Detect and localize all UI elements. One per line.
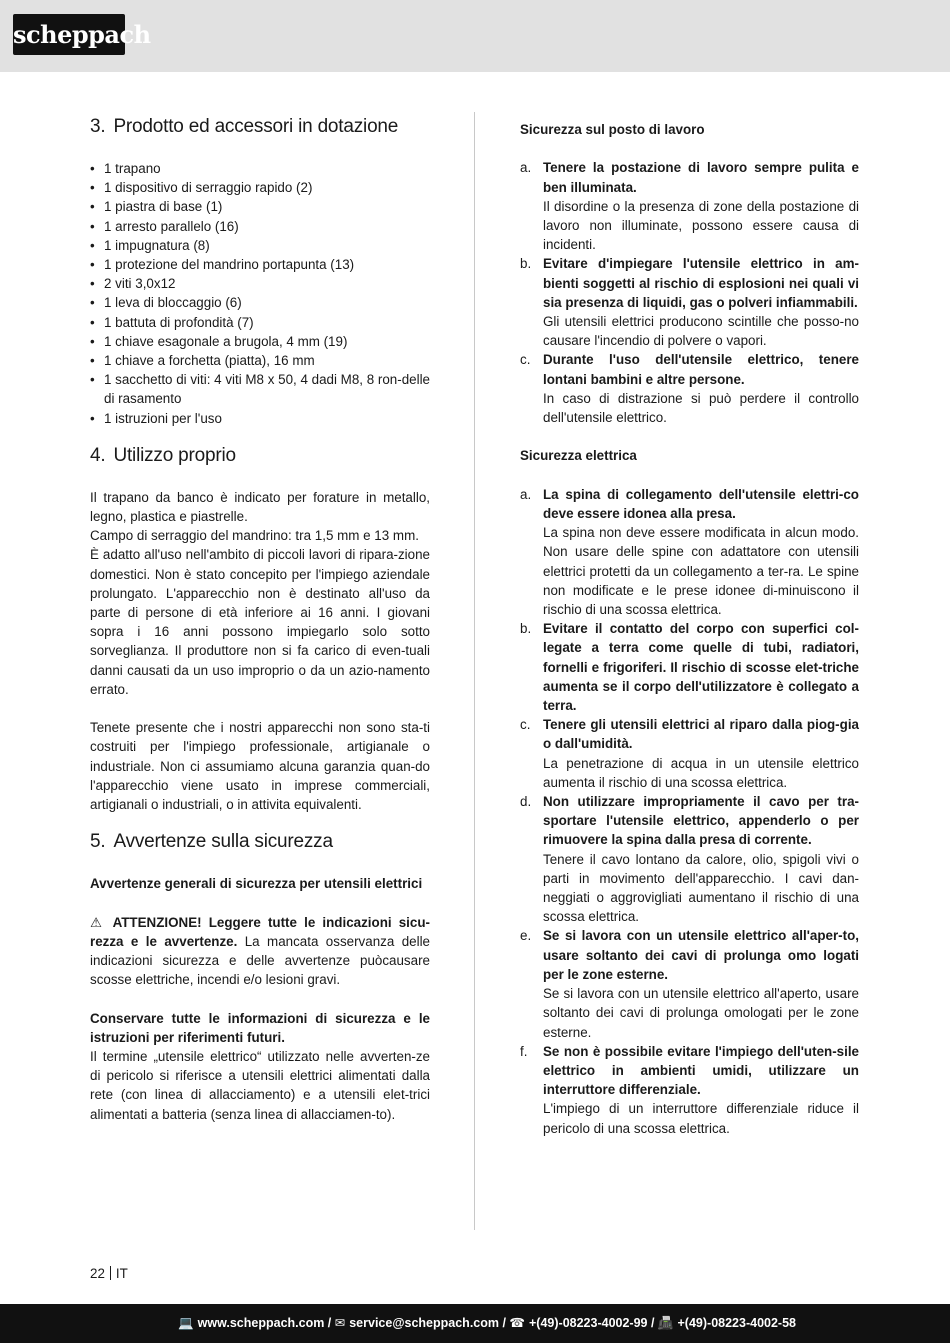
attention-paragraph	[90, 913, 430, 990]
safety-item	[520, 350, 859, 427]
item-letter: e.	[520, 928, 532, 944]
attention-bold: ATTENZIONE! Leggere tutte le indicazioni sicu-rezza e le avvertenze.	[90, 914, 430, 949]
accessory-list	[90, 159, 430, 428]
accessory-item: • 1 impugnatura (8)	[90, 236, 430, 255]
right-column	[520, 112, 859, 1138]
item-explanation: In caso di distrazione si può perdere il controllo dell'utensile elettrico.	[543, 390, 859, 426]
section-title: Avvertenze sulla sicurezza	[113, 831, 333, 853]
page-language: IT	[115, 1266, 128, 1281]
website-link[interactable]: www.scheppach.com	[197, 1316, 325, 1330]
electrical-safety-heading: Sicurezza elettrica	[520, 448, 637, 464]
footer-separator: /	[499, 1316, 510, 1330]
item-explanation: L'impiego di un interruttore differenziale riduce il pericolo di una scossa elettrica.	[543, 1101, 859, 1136]
suitability-paragraph: È adatto all'uso nell'ambito di piccoli lavori di ripara-zione domestici. Non è stato concepito per l'impiego aziendale prolungato. L'apparecchio non è destinato all'uso da parte di persone di età inferiore ai 16 anni. I giovani sopra i 16 anni possono impiegarlo solo sotto sorveglianza. Il produttore non si fa carico di even-tuali danni causati da un uso improprio o da un azio-namento errato.	[90, 547, 430, 697]
computer-icon: 💻	[178, 1316, 194, 1330]
accessory-item: • 1 battuta di profondità (7)	[90, 313, 430, 332]
page-footer	[0, 1304, 950, 1343]
safety-item	[520, 485, 859, 619]
item-letter: d.	[520, 794, 532, 810]
accessory-item: • 1 arresto parallelo (16)	[90, 217, 430, 236]
safety-item	[520, 158, 859, 254]
item-instruction: Durante l'uso dell'utensile elettrico, tenere lontani bambini e altre persone.	[543, 352, 859, 387]
keep-instructions-bold: Conservare tutte le informazioni di sicurezza e le istruzioni per riferimenti futuri.	[90, 1010, 430, 1045]
accessory-item: • 1 leva di bloccaggio (6)	[90, 293, 430, 312]
warranty-paragraph: Tenete presente che i nostri apparecchi non sono sta-ti costruiti per l'impiego professionale, artigianale o industriale. Non ci assumiamo alcuna garanzia quan-do l'apparecchio viene usato in imprese commerciali, artigianali o industriali, o in attivita equivalenti.	[90, 720, 430, 813]
item-instruction: Evitare d'impiegare l'utensile elettrico in am-bienti soggetti al rischio di esplosioni nei quali vi sia presenza di liquidi, gas o polveri infiammabili.	[543, 256, 859, 310]
mail-icon: ✉	[334, 1316, 346, 1330]
item-explanation: La penetrazione di acqua in un utensile elettrico aumenta il rischio di una scossa elettrica.	[543, 755, 859, 790]
accessory-item: • 1 chiave a forchetta (piatta), 16 mm	[90, 351, 430, 370]
definition-paragraph: Il termine „utensile elettrico“ utilizzato nelle avverten-ze di pericolo si riferisce a utensili elettrici alimentati dalla rete (con linea di allacciamento) e a utensili elet-trici alimentati a batteria (senza linea di allacciamen-to).	[90, 1049, 430, 1122]
item-explanation: Se si lavora con un utensile elettrico all'aperto, usare soltanto dei cavi di prolunga omologati per le zone esterne.	[543, 986, 859, 1040]
accessory-item: • 1 sacchetto di viti: 4 viti M8 x 50, 4 dadi M8, 8 ron-delle di rasamento	[90, 370, 430, 408]
item-letter: b.	[520, 256, 532, 272]
accessory-item: • 1 trapano	[90, 159, 430, 178]
safety-item	[520, 619, 859, 715]
accessory-item: • 1 piastra di base (1)	[90, 197, 430, 216]
chuck-range-paragraph: Campo di serraggio del mandrino: tra 1,5 mm e 13 mm.	[90, 528, 419, 544]
item-instruction: Se si lavora con un utensile elettrico all'aper-to, usare soltanto dei cavi di prolunga omo logati per le zone esterne.	[543, 928, 859, 982]
fax-number: +(49)-08223-4002-58	[677, 1316, 796, 1330]
intended-use-paragraph: Il trapano da banco è indicato per forature in metallo, legno, plastica e piastrelle.	[90, 489, 430, 525]
footer-separator: /	[647, 1316, 658, 1330]
item-explanation: La spina non deve essere modificata in alcun modo. Non usare delle spine con adattatore con utensili elettrici protetti da un collegamento a ter-ra. Le spine non modificate e le prese idonee di-minuiscono il rischio di una scossa elettrica.	[543, 525, 859, 618]
page-header	[0, 0, 950, 72]
attention-text: La mancata osservanza delle indicazioni sicurezza e delle avvertenze puòcausare scosse elettriche, incendi e/o lesioni gravi.	[90, 933, 430, 988]
section-title: Prodotto ed accessori in dotazione	[113, 116, 399, 137]
item-letter: f.	[520, 1043, 528, 1059]
fax-icon: 📠	[657, 1316, 674, 1330]
safety-item	[520, 715, 859, 792]
safety-item	[520, 254, 859, 350]
item-letter: a.	[520, 486, 532, 502]
phone-icon: ☎	[509, 1316, 525, 1330]
safety-item	[520, 926, 859, 1041]
safety-item	[520, 1042, 859, 1138]
section-number: 4.	[90, 444, 106, 466]
item-instruction: Non utilizzare impropriamente il cavo per tra-sportare l'utensile elettrico, appenderlo o per rimuovere la spina dalla presa di corrente.	[543, 794, 859, 848]
item-instruction: Se non è possibile evitare l'impiego dell'uten-sile elettrico in ambienti umidi, utilizzare un interruttore differenziale.	[543, 1043, 859, 1098]
general-safety-subheading: Avvertenze generali di sicurezza per utensili elettrici	[90, 876, 423, 892]
scheppach-logo: scheppach	[13, 14, 125, 55]
item-instruction: La spina di collegamento dell'utensile elettri-co deve essere idonea alla presa.	[543, 486, 859, 522]
electrical-safety-list	[520, 485, 859, 1138]
section-4-heading	[90, 444, 430, 468]
email-link[interactable]: service@scheppach.com	[349, 1316, 499, 1330]
item-letter: c.	[520, 352, 531, 368]
warning-icon: ⚠	[90, 914, 106, 930]
item-instruction: Tenere gli utensili elettrici al riparo dalla piog-gia o dall'umidità.	[543, 717, 859, 752]
item-letter: a.	[520, 160, 532, 176]
page-number	[90, 1264, 128, 1283]
item-explanation: Tenere il cavo lontano da calore, olio, spigoli vivi o parti in movimento dell'apparecchio. I cavi dan-neggiati o aggrovigliati aumentano il rischio di una scossa elettrica.	[543, 851, 859, 925]
item-instruction: Evitare il contatto del corpo con superfici col-legate a terra come quelle di tubi, radiatori, fornelli e frigoriferi. Il rischio di scosse elet-triche aumenta se il corpo dell'utilizzatore è collegato a terra.	[543, 621, 859, 714]
column-divider	[474, 112, 475, 1230]
item-letter: c.	[520, 717, 531, 733]
item-letter: b.	[520, 621, 532, 637]
left-column	[90, 112, 430, 1124]
accessory-item: • 1 protezione del mandrino portapunta (13)	[90, 255, 430, 274]
accessory-item: • 1 istruzioni per l'uso	[90, 409, 430, 428]
page-number-value: 22	[90, 1266, 105, 1281]
section-number: 5.	[90, 831, 106, 853]
accessory-item: • 1 dispositivo di serraggio rapido (2)	[90, 178, 430, 197]
safety-item	[520, 792, 859, 926]
section-title: Utilizzo proprio	[113, 444, 236, 466]
accessory-item: • 2 viti 3,0x12	[90, 274, 430, 293]
item-instruction: Tenere la postazione di lavoro sempre pulita e ben illuminata.	[543, 160, 859, 195]
section-5-heading	[90, 830, 430, 854]
workplace-safety-list	[520, 158, 859, 427]
section-number: 3.	[90, 116, 106, 137]
footer-separator: /	[324, 1316, 335, 1330]
section-3-heading	[90, 115, 430, 139]
phone-number: +(49)-08223-4002-99	[529, 1316, 648, 1330]
item-explanation: Gli utensili elettrici producono scintille che posso-no causare l'incendio di polvere o vapori.	[543, 314, 859, 349]
workplace-safety-heading: Sicurezza sul posto di lavoro	[520, 122, 705, 137]
item-explanation: Il disordine o la presenza di zone della postazione di lavoro non illuminate, possono essere causa di incidenti.	[543, 198, 859, 253]
accessory-item: • 1 chiave esagonale a brugola, 4 mm (19)	[90, 332, 430, 351]
